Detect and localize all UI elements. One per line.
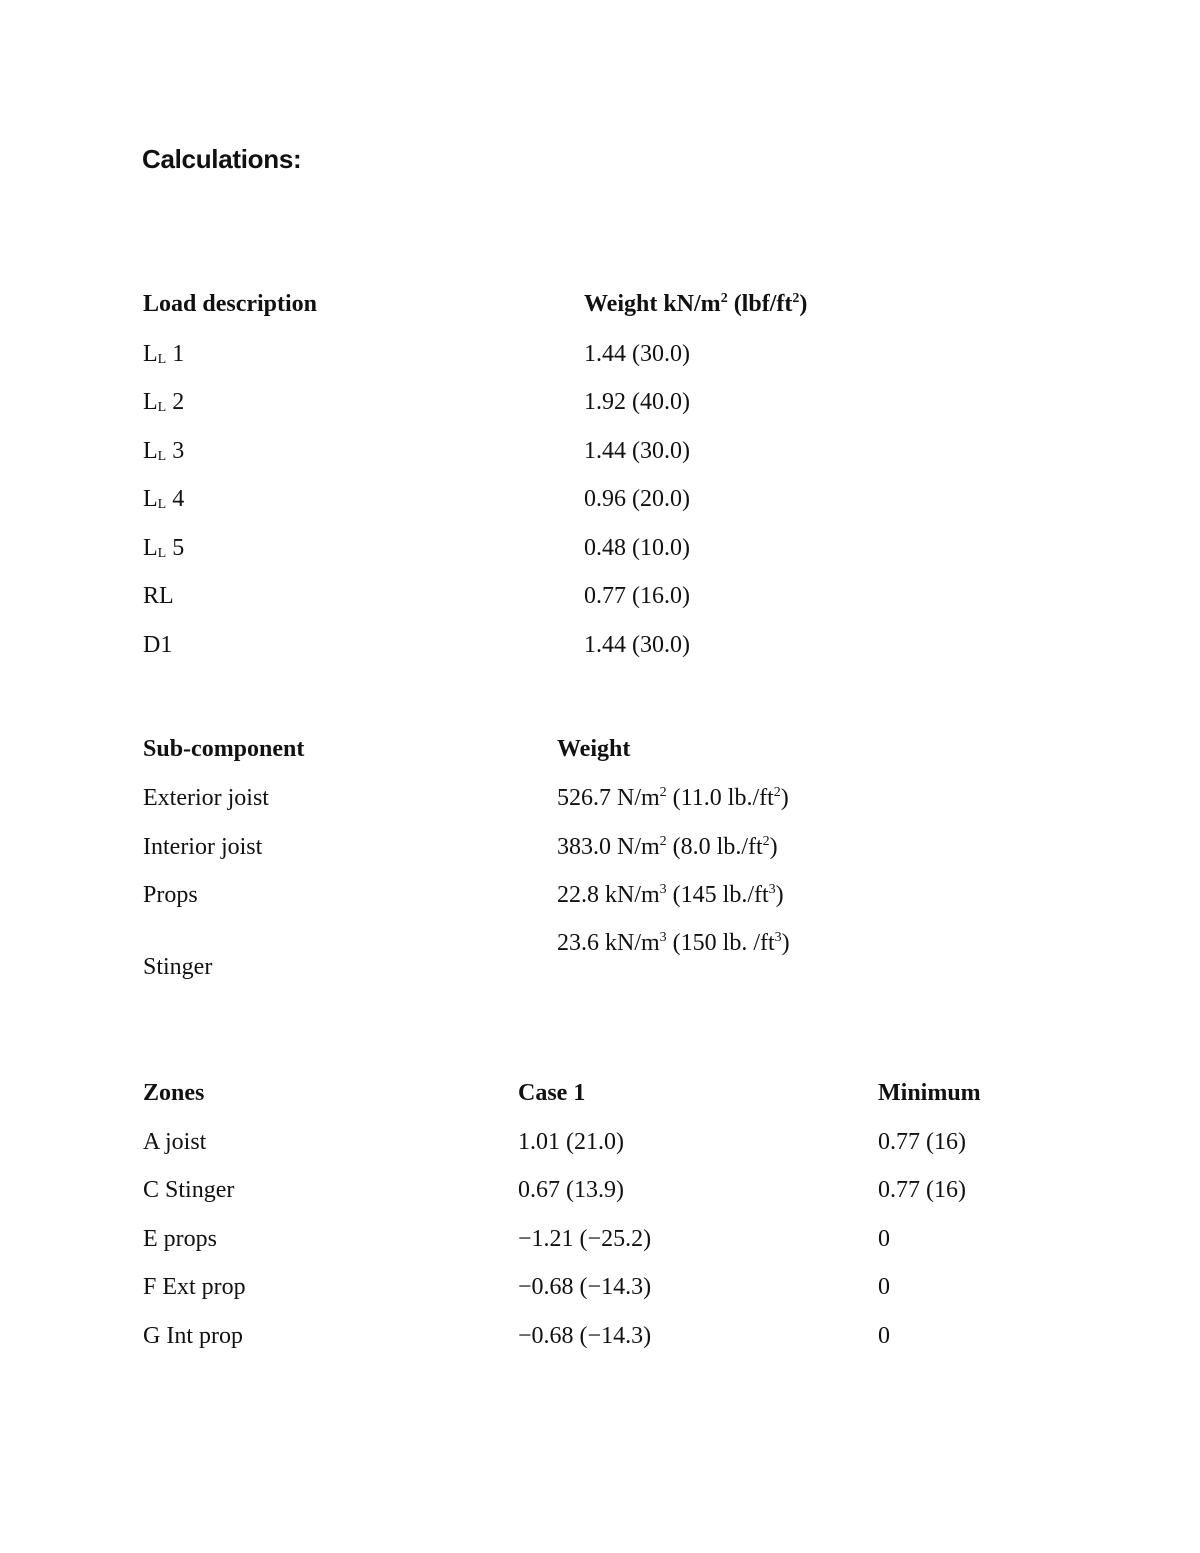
zone-name: G Int prop <box>143 1323 243 1349</box>
load-label: RL <box>143 583 174 609</box>
zone-case-value: 0.67 (13.9) <box>518 1177 624 1203</box>
zone-minimum-value: 0 <box>878 1226 890 1252</box>
zone-case-value: −0.68 (−14.3) <box>518 1274 652 1300</box>
case-header: Case 1 <box>518 1080 586 1106</box>
load-label: $L_L$ 2 <box>143 389 185 415</box>
load-value: 1.44 (30.0) <box>584 632 690 658</box>
load-label: $L_L$ 1 <box>143 341 185 367</box>
component-weight: 383.0 $N/m^2$ (8.0 $lb./ft^2$) <box>557 834 778 860</box>
load-value: 0.77 (16.0) <box>584 583 690 609</box>
zone-name: A joist <box>143 1129 207 1155</box>
load-value: 1.44 (30.0) <box>584 341 690 367</box>
zone-minimum-value: 0 <box>878 1323 890 1349</box>
zone-case-value: −0.68 (−14.3) <box>518 1323 652 1349</box>
component-name: Props <box>143 882 198 908</box>
component-weight: 526.7 $N/m^2$ (11.0 $lb./ft^2$) <box>557 785 789 811</box>
load-value: 1.92 (40.0) <box>584 389 690 415</box>
sub-component-header: Sub-component <box>143 736 305 762</box>
component-name: Exterior joist <box>143 785 269 811</box>
zone-minimum-value: 0 <box>878 1274 890 1300</box>
load-value: 0.96 (20.0) <box>584 486 690 512</box>
load-label: $L_L$ 5 <box>143 535 185 561</box>
zone-name: F Ext prop <box>143 1274 246 1300</box>
load-value: 0.48 (10.0) <box>584 535 690 561</box>
component-name: Stinger <box>143 954 213 980</box>
component-weight: 22.8 $kN/m^3$ (145 $lb./ft^3$) <box>557 882 784 908</box>
minimum-header: Minimum <box>878 1080 981 1106</box>
load-label: $L_L$ 4 <box>143 486 185 512</box>
zone-case-value: 1.01 (21.0) <box>518 1129 624 1155</box>
load-label: $L_L$ 3 <box>143 438 185 464</box>
zone-name: E props <box>143 1226 217 1252</box>
zone-case-value: −1.21 (−25.2) <box>518 1226 652 1252</box>
load-value: 1.44 (30.0) <box>584 438 690 464</box>
load-label: D1 <box>143 632 173 658</box>
weight-header: Weight $kN/m^2$ $(lbf/ft^2)$ <box>584 291 808 317</box>
component-weight-header: Weight <box>557 736 631 762</box>
zone-minimum-value: 0.77 (16) <box>878 1177 966 1203</box>
zone-name: C Stinger <box>143 1177 235 1203</box>
load-description-header: Load description <box>143 291 318 317</box>
zones-header: Zones <box>143 1080 205 1106</box>
zone-minimum-value: 0.77 (16) <box>878 1129 966 1155</box>
page-title: Calculations: <box>142 144 302 174</box>
component-name: Interior joist <box>143 834 263 860</box>
component-weight: 23.6 $kN/m^3$ (150 lb. $/ft^3$) <box>557 930 790 956</box>
